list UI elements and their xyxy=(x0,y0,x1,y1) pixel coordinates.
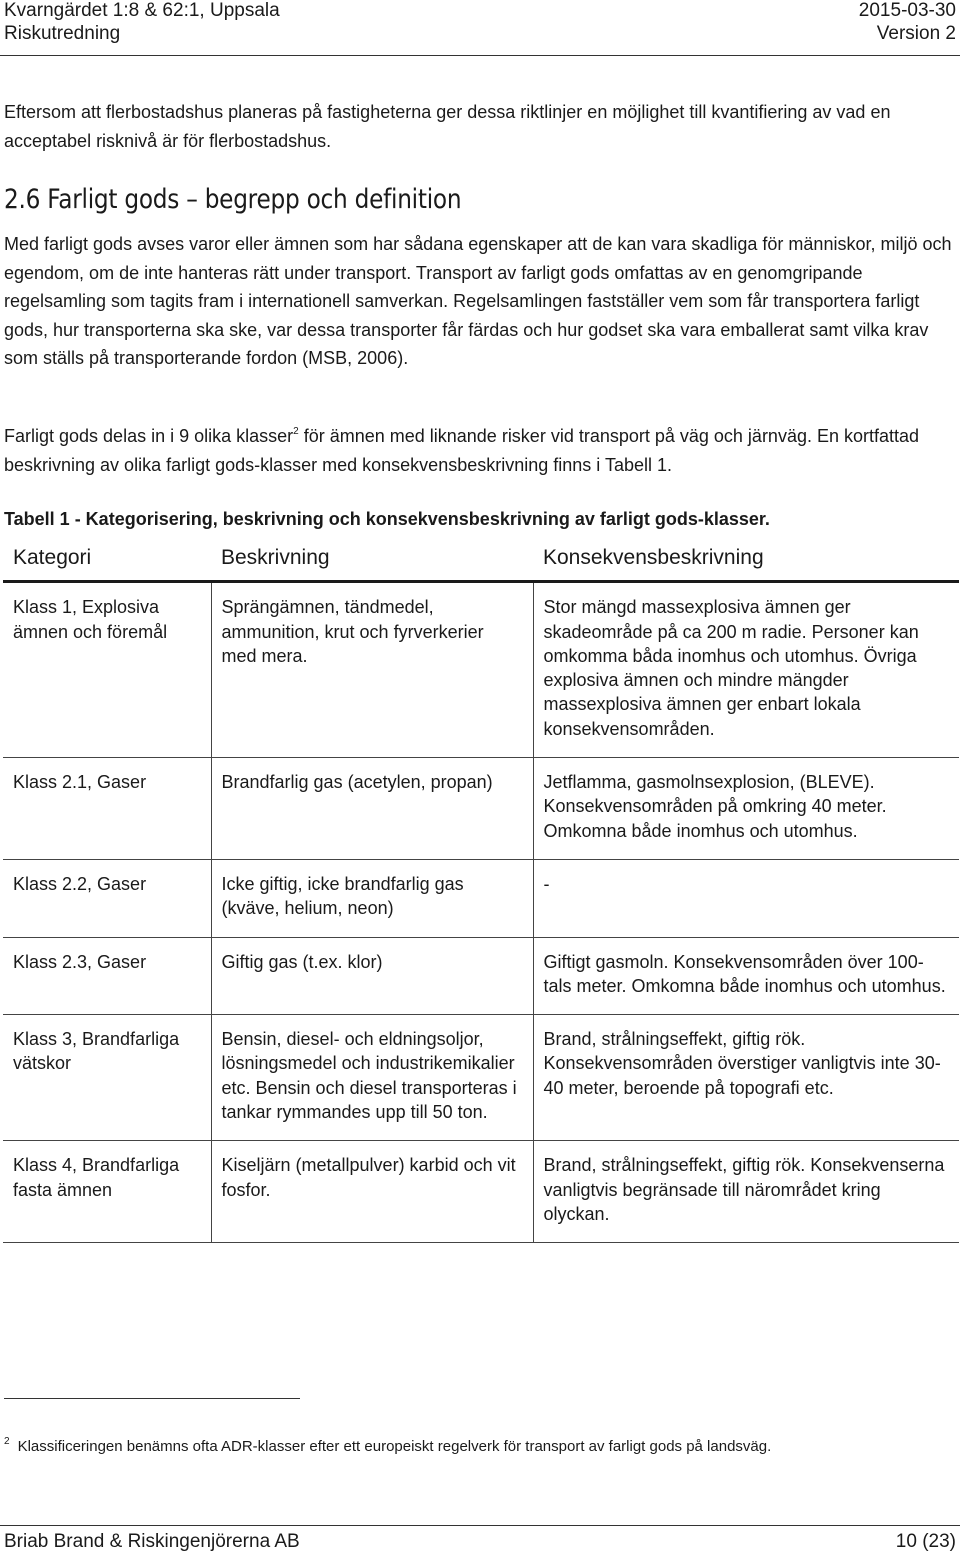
category-cell: Klass 4, Brandfarliga fasta ämnen xyxy=(3,1141,211,1243)
classes-text-start: Farligt gods delas in i 9 olika klasser xyxy=(4,426,294,446)
table-row xyxy=(3,937,959,1015)
column-header-category: Kategori xyxy=(3,540,211,582)
consequence-cell: Brand, strålningseffekt, giftig rök. Konsekvensområden överstiger vanligtvis inte 30-40 meter, beroende på topografi etc. xyxy=(533,1015,959,1141)
classes-text-end: för ämnen med liknande risker vid transport på väg och järnväg. En kortfattad beskrivning av olika farligt gods-klasser med konsekvensbeskrivning finns i Tabell 1. xyxy=(4,426,920,475)
table-row xyxy=(3,1141,959,1243)
footnote-reference[interactable]: 2 xyxy=(293,426,299,437)
header-project: Kvarngärdet 1:8 & 62:1, Uppsala xyxy=(4,0,280,21)
description-cell: Kiseljärn (metallpulver) karbid och vit fosfor. xyxy=(211,1141,533,1243)
column-header-consequence: Konsekvensbeskrivning xyxy=(533,540,959,582)
definition-paragraph: Med farligt gods avses varor eller ämnen som har sådana egenskaper att de kan vara skadliga för människor, miljö och egendom, om de inte hanteras rätt under transport. Transport av farligt gods omfattas av en genomgripande regelsamling som tagits fram i internationell samverkan. Regelsamlingen fastställer vem som får transportera farligt gods, hur transporterna ska ske, var dessa transporter får färdas och hur godset ska vara emballerat samt vilka krav som ställs på transporterande fordon (MSB, 2006). xyxy=(4,234,952,368)
table-row xyxy=(3,758,959,860)
footnote-text: Klassificeringen benämns ofta ADR-klasser efter ett europeiskt regelverk för transport av farligt gods på landsväg. xyxy=(17,1438,772,1455)
classes-paragraph xyxy=(4,422,952,479)
table-caption: Tabell 1 - Kategorisering, beskrivning och konsekvensbeskrivning av farligt gods-klasser. xyxy=(4,509,770,529)
footnote-marker: 2 xyxy=(4,1436,10,1447)
description-cell: Giftig gas (t.ex. klor) xyxy=(211,937,533,1015)
header-doc-type: Riskutredning xyxy=(4,23,121,44)
column-header-description: Beskrivning xyxy=(211,540,533,582)
consequence-cell: Jetflamma, gasmolnsexplosion, (BLEVE). Konsekvensområden på omkring 40 meter. Omkomna både inomhus och utomhus. xyxy=(533,758,959,860)
category-cell: Klass 1, Explosiva ämnen och föremål xyxy=(3,582,211,758)
footnote xyxy=(4,1437,771,1457)
header-version: Version 2 xyxy=(876,23,956,44)
category-cell: Klass 3, Brandfarliga vätskor xyxy=(3,1015,211,1141)
description-cell: Bensin, diesel- och eldningsoljor, lösningsmedel och industrikemikalier etc. Bensin och diesel transporteras i tankar rymmandes upp till 50 ton. xyxy=(211,1015,533,1141)
footnote-divider xyxy=(4,1398,300,1399)
consequence-cell: Brand, strålningseffekt, giftig rök. Konsekvenserna vanligtvis begränsade till närområdet kring olyckan. xyxy=(533,1141,959,1243)
table-row xyxy=(3,859,959,937)
intro-paragraph: Eftersom att flerbostadshus planeras på fastigheterna ger dessa riktlinjer en möjlighet till kvantifiering av vad en acceptabel risknivå är för flerbostadshus. xyxy=(4,102,891,151)
header-date: 2015-03-30 xyxy=(858,0,956,21)
footer-divider xyxy=(0,1525,960,1526)
dangerous-goods-table xyxy=(3,540,959,1243)
consequence-cell: Stor mängd massexplosiva ämnen ger skadeområde på ca 200 m radie. Personer kan omkomma båda inomhus och utomhus. Övriga explosiva ämnen och mindre mängder massexplosiva ämnen ger enbart lokala konsekvensområden. xyxy=(533,582,959,758)
category-cell: Klass 2.2, Gaser xyxy=(3,859,211,937)
category-cell: Klass 2.1, Gaser xyxy=(3,758,211,860)
description-cell: Sprängämnen, tändmedel, ammunition, krut och fyrverkerier med mera. xyxy=(211,582,533,758)
table-row xyxy=(3,582,959,758)
footer-company: Briab Brand & Riskingenjörerna AB xyxy=(4,1531,300,1552)
description-cell: Brandfarlig gas (acetylen, propan) xyxy=(211,758,533,860)
header-divider xyxy=(0,55,960,56)
table-header-row xyxy=(3,540,959,582)
table-row xyxy=(3,1015,959,1141)
consequence-cell: - xyxy=(533,859,959,937)
description-cell: Icke giftig, icke brandfarlig gas (kväve, helium, neon) xyxy=(211,859,533,937)
page-number: 10 (23) xyxy=(895,1531,956,1552)
category-cell: Klass 2.3, Gaser xyxy=(3,937,211,1015)
consequence-cell: Giftigt gasmoln. Konsekvensområden över 100-tals meter. Omkomna både inomhus och utomhus. xyxy=(533,937,959,1015)
section-heading: 2.6 Farligt gods – begrepp och definition xyxy=(4,184,462,215)
